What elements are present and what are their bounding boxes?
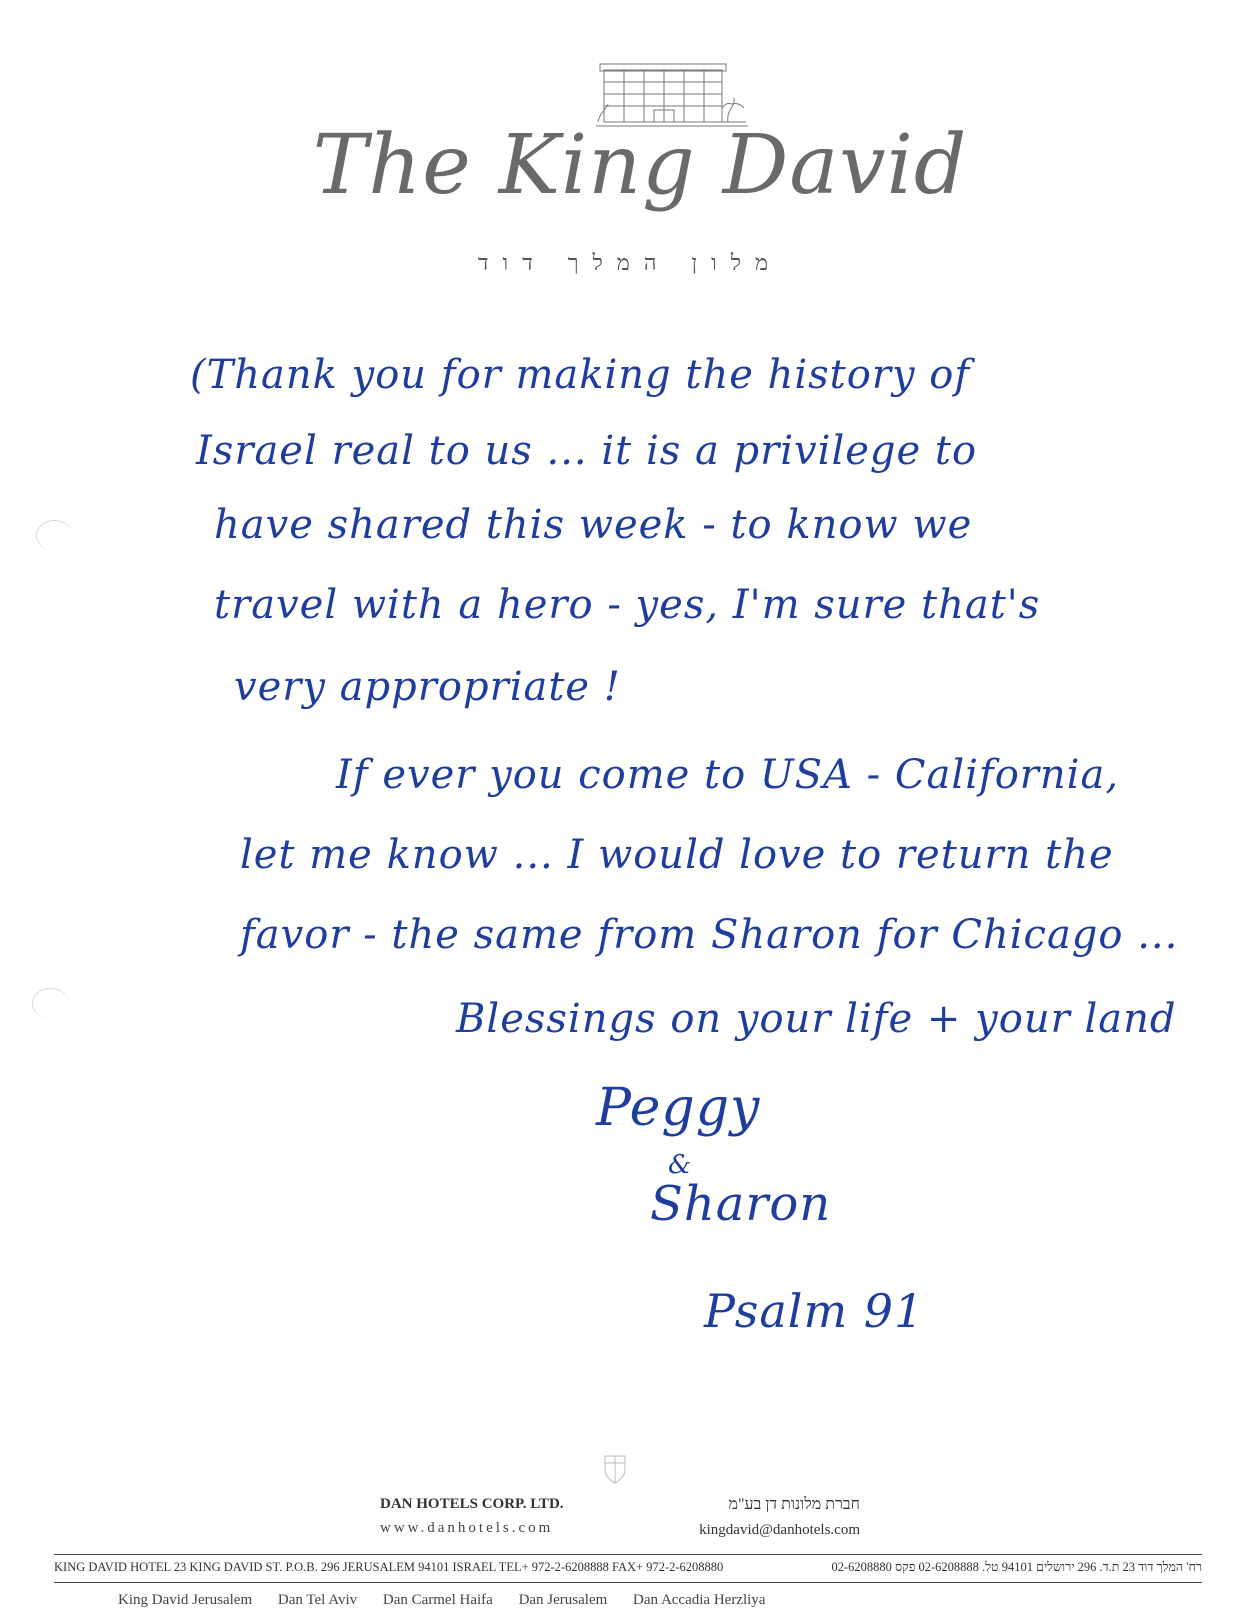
property-name: Dan Accadia Herzliya [633, 1592, 766, 1608]
corp-name-english: DAN HOTELS CORP. LTD. [380, 1496, 564, 1512]
property-name: Dan Carmel Haifa [382, 1592, 493, 1608]
signature-peggy: Peggy [596, 1078, 761, 1138]
property-name: Dan Tel Aviv [277, 1592, 358, 1608]
note-line: have shared this week - to know we [214, 502, 973, 548]
footer-rule-bottom [54, 1582, 1202, 1583]
psalm-reference: Psalm 91 [704, 1284, 925, 1338]
dan-hotels-crest-icon [602, 1452, 628, 1486]
note-line: travel with a hero - yes, I'm sure that's [214, 582, 1041, 628]
corp-name-hebrew: חברת מלונות דן בע"מ [728, 1496, 860, 1513]
address-hebrew: רח' המלך דוד 23 ת.ד. 296 ירושלים 94101 טל. 02-6208888 פקס 02-6208880 [831, 1560, 1202, 1574]
margin-punch-mark [32, 988, 69, 1019]
note-line: Israel real to us ... it is a privilege to [196, 428, 978, 474]
signature-ampersand: & [668, 1150, 693, 1180]
address-line [54, 1560, 1202, 1580]
corp-email: kingdavid@danhotels.com [699, 1522, 860, 1538]
property-name: King David Jerusalem [118, 1592, 253, 1608]
footer-rule-top [54, 1554, 1202, 1555]
note-line: very appropriate ! [234, 664, 621, 710]
note-line: If ever you come to USA - California, [336, 752, 1120, 798]
signature-sharon: Sharon [650, 1176, 832, 1232]
corp-website: www.danhotels.com [380, 1520, 554, 1536]
address-english: KING DAVID HOTEL 23 KING DAVID ST. P.O.B. 296 JERUSALEM 94101 ISRAEL TEL+ 972-2-6208888 FAX+ 972-2-6208880 [54, 1560, 724, 1574]
hotel-brand-name: The King David [312, 118, 968, 213]
margin-punch-mark [36, 520, 73, 551]
note-line: favor - the same from Sharon for Chicago ... [240, 912, 1179, 958]
note-line: (Thank you for making the history of [190, 352, 971, 398]
property-name: Dan Jerusalem [518, 1592, 608, 1608]
note-line: Blessings on your life + your land [456, 996, 1177, 1042]
hotel-brand-hebrew: מלון המלך דוד [477, 251, 783, 276]
hotel-properties-list [118, 1592, 1198, 1609]
note-line: let me know ... I would love to return the [240, 832, 1114, 878]
